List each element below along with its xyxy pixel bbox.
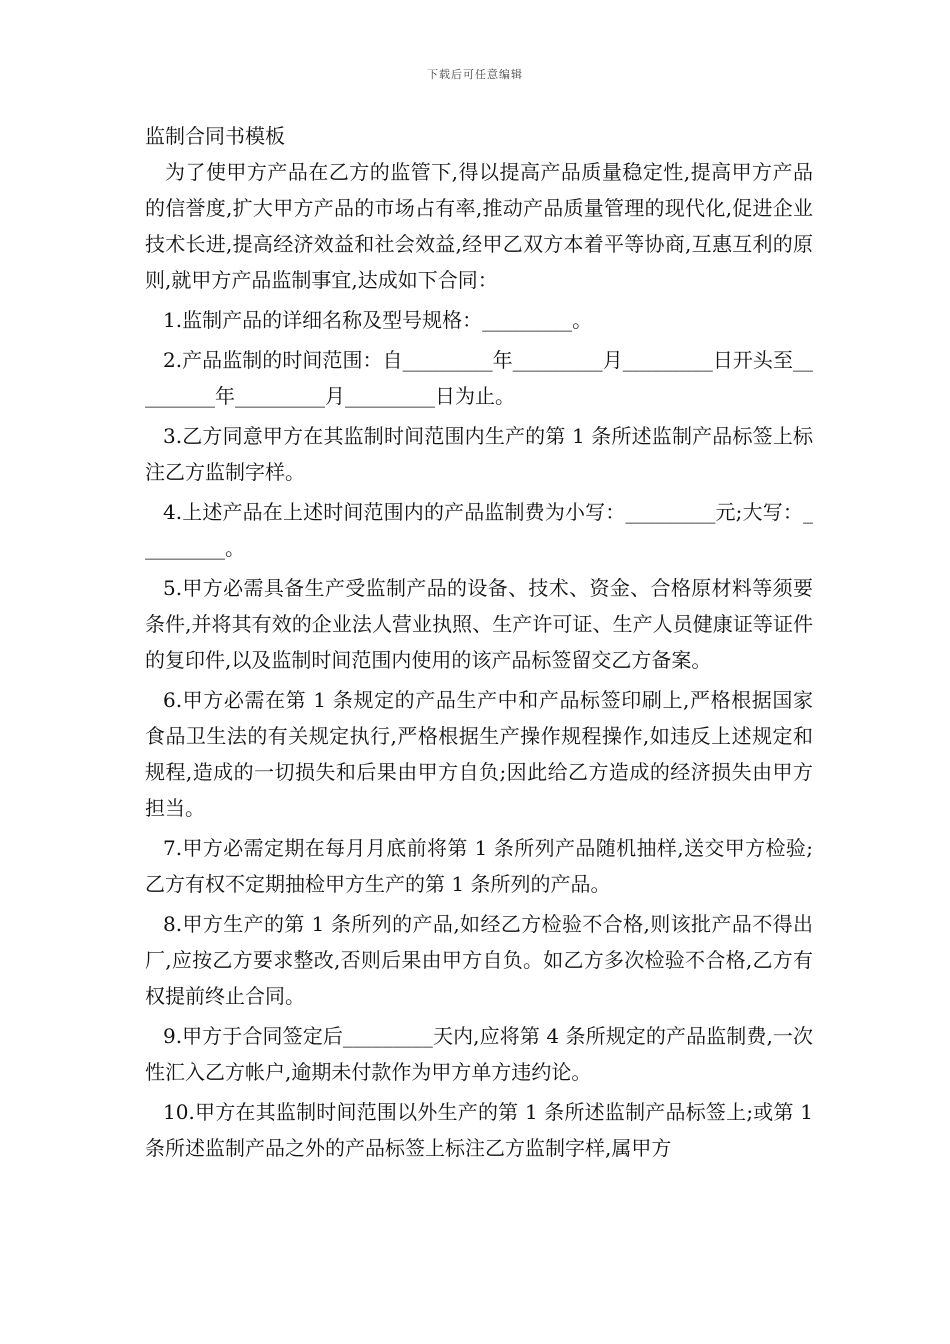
clause-2: 2.产品监制的时间范围：自_________年_________月_________日开头至_________年_________月_________日为止。 xyxy=(145,348,813,408)
clause-6: 6.甲方必需在第 1 条规定的产品生产中和产品标签印刷上,严格根据国家食品卫生法的有关规定执行,严格根据生产操作规程操作,如违反上述规定和规程,造成的一切损失和后果由甲方自负;因此给乙方造成的经济损失由甲方担当。 xyxy=(145,688,813,820)
document-body xyxy=(145,120,813,1170)
document-title: 监制合同书模板 xyxy=(145,124,285,148)
clause-1: 1.监制产品的详细名称及型号规格：_________。 xyxy=(163,308,593,332)
clause-9: 9.甲方于合同签定后_________天内,应将第 4 条所规定的产品监制费,一次性汇入乙方帐户,逾期未付款作为甲方单方违约论。 xyxy=(145,1024,813,1084)
clause-7: 7.甲方必需定期在每月月底前将第 1 条所列产品随机抽样,送交甲方检验;乙方有权不定期抽检甲方生产的第 1 条所列的产品。 xyxy=(145,836,813,896)
clause-5: 5.甲方必需具备生产受监制产品的设备、技术、资金、合格原材料等须要条件,并将其有效的企业法人营业执照、生产许可证、生产人员健康证等证件的复印件,以及监制时间范围内使用的该产品标签留交乙方备案。 xyxy=(145,576,813,672)
clause-3: 3.乙方同意甲方在其监制时间范围内生产的第 1 条所述监制产品标签上标注乙方监制字样。 xyxy=(145,424,813,484)
clause-10: 10.甲方在其监制时间范围以外生产的第 1 条所述监制产品标签上;或第 1 条所述监制产品之外的产品标签上标注乙方监制字样,属甲方 xyxy=(145,1100,813,1160)
intro-paragraph: 为了使甲方产品在乙方的监管下,得以提高产品质量稳定性,提高甲方产品的信誉度,扩大甲方产品的市场占有率,推动产品质量管理的现代化,促进企业技术长进,提高经济效益和社会效益,经甲乙双方本着平等协商,互惠互利的原则,就甲方产品监制事宜,达成如下合同： xyxy=(145,160,813,292)
page-header: 下载后可任意编辑 xyxy=(427,68,523,81)
clause-8: 8.甲方生产的第 1 条所列的产品,如经乙方检验不合格,则该批产品不得出厂,应按乙方要求整改,否则后果由甲方自负。如乙方多次检验不合格,乙方有权提前终止合同。 xyxy=(145,912,813,1008)
clause-4: 4.上述产品在上述时间范围内的产品监制费为小写：_________元;大写：_________。 xyxy=(145,500,813,560)
